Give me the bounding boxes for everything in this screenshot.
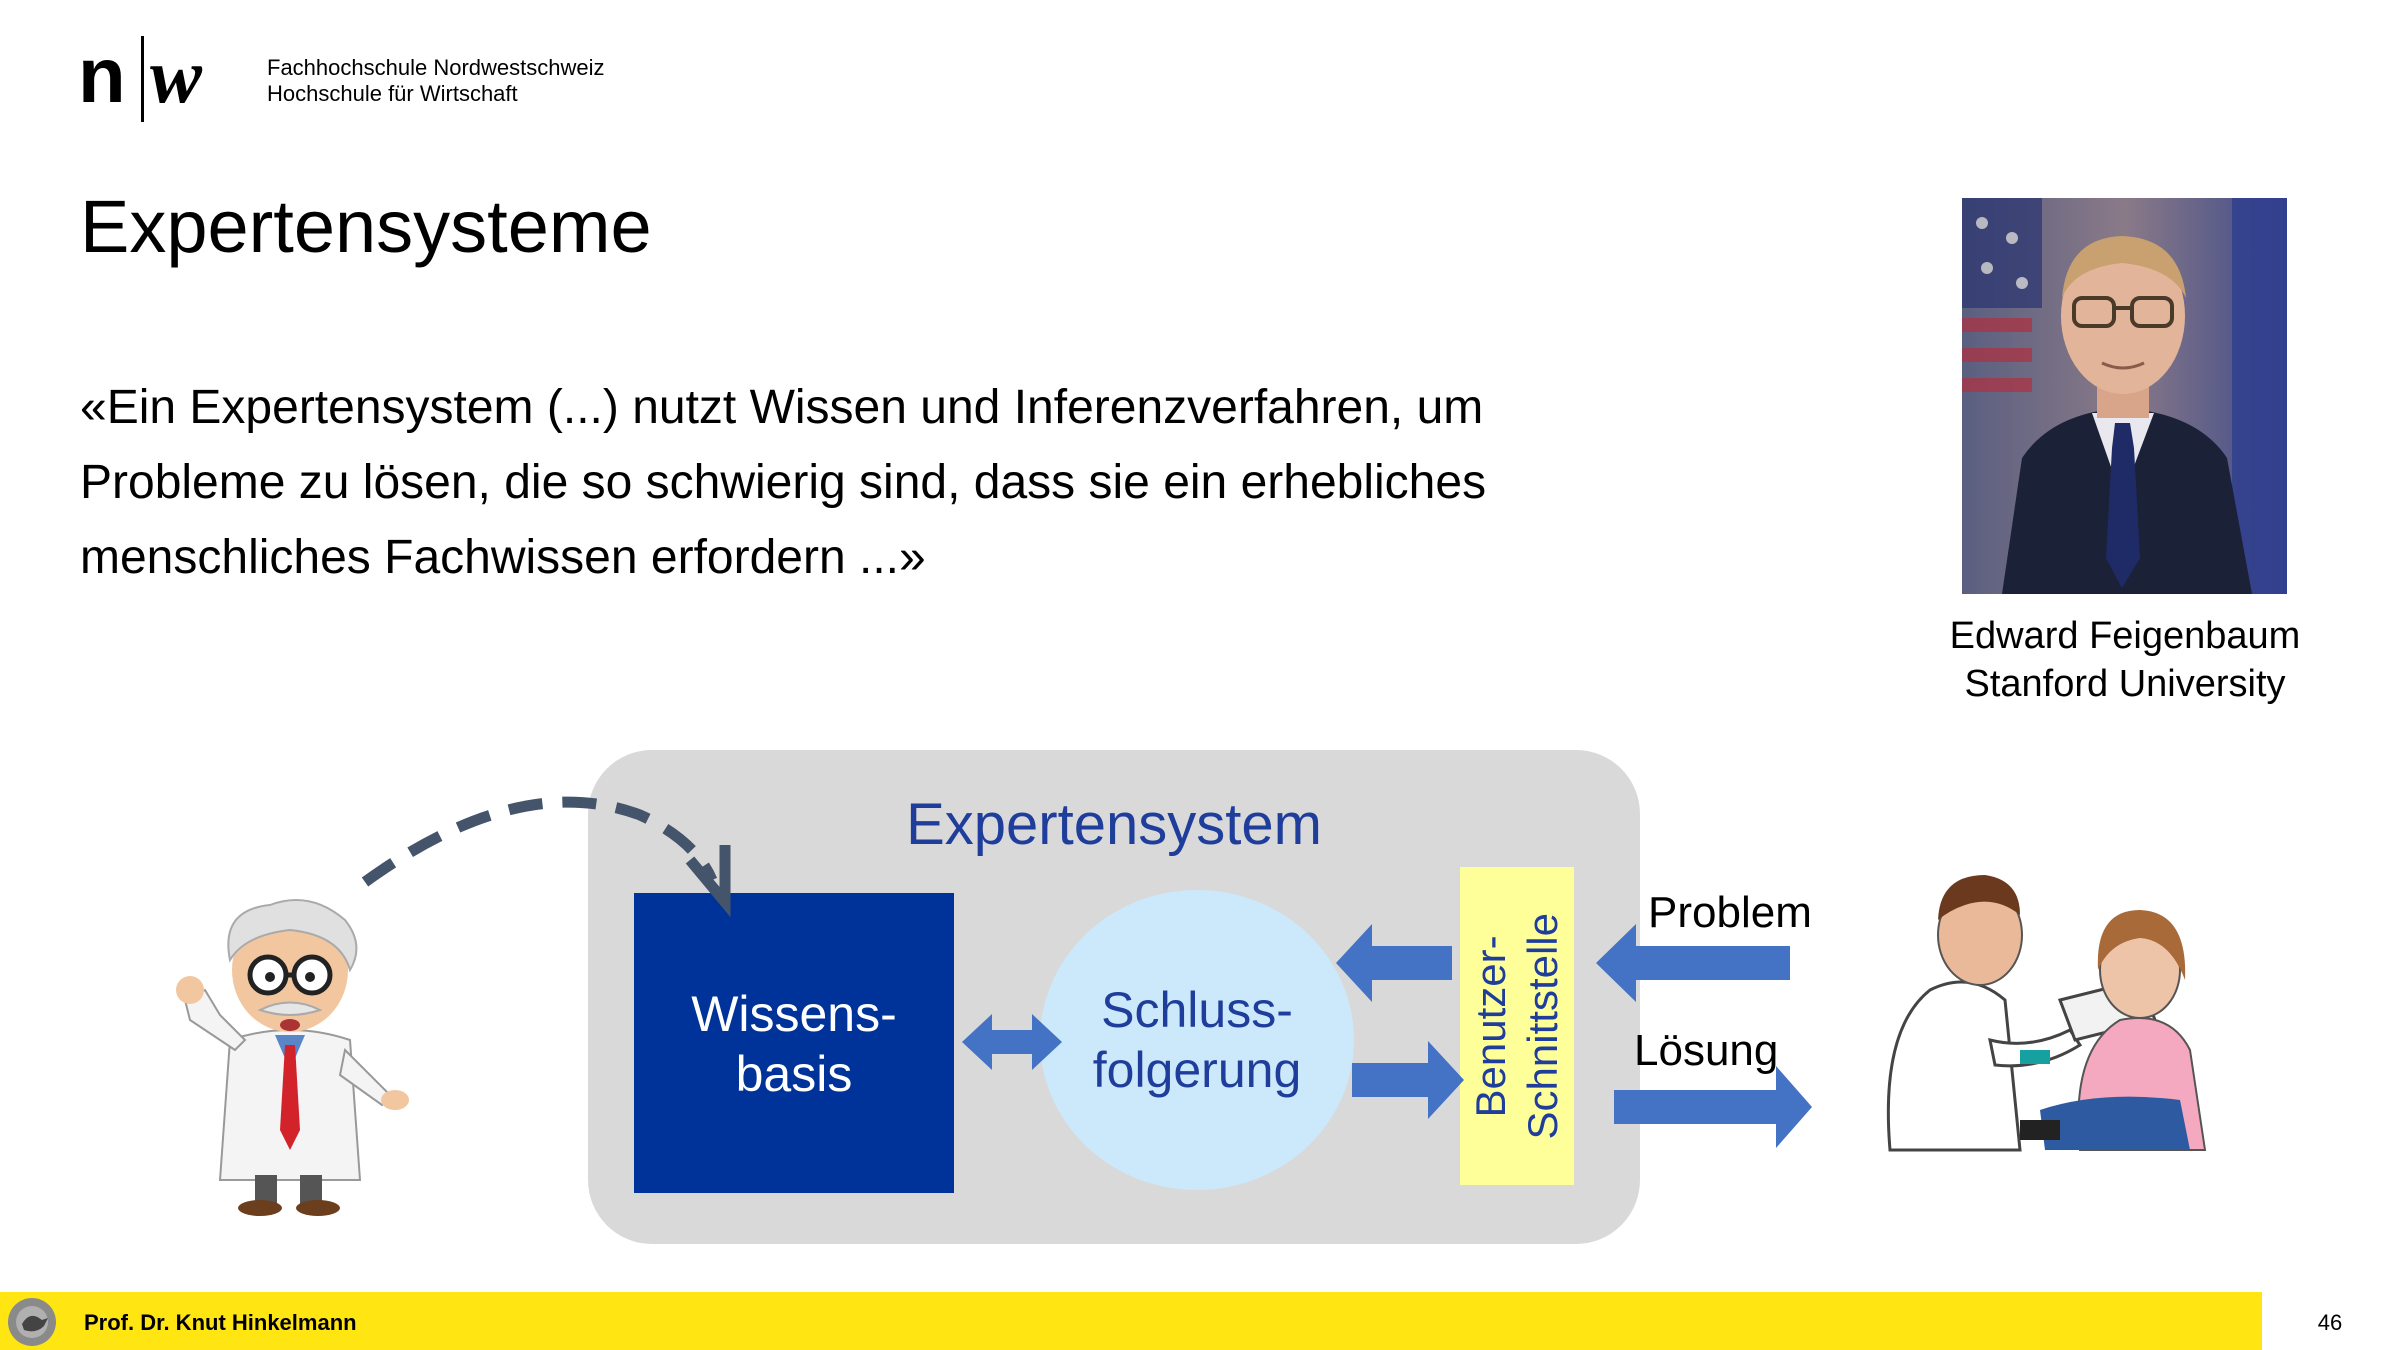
page-number: 46 xyxy=(2317,1310,2343,1335)
quote-line: menschliches Fachwissen erfordern ...» xyxy=(80,531,926,584)
quote-line: Probleme zu lösen, die so schwierig sind, dass sie ein erhebliches xyxy=(80,456,1487,509)
slide-title: Expertensysteme xyxy=(80,185,652,268)
gear-bird-icon xyxy=(0,1290,70,1350)
kb-inference-double-arrow xyxy=(962,1014,1062,1070)
solution-arrow xyxy=(1614,1066,1812,1148)
footer-author: Prof. Dr. Knut Hinkelmann xyxy=(84,1310,357,1335)
user-interface-label: Benutzer- Schnittstelle xyxy=(1467,912,1566,1140)
logo-letter-n: n xyxy=(78,32,126,119)
knowledge-base-label: Wissens- basis xyxy=(691,986,897,1102)
expert-system-title: Expertensystem xyxy=(906,792,1322,857)
school-name: Hochschule für Wirtschaft xyxy=(267,81,518,106)
professor-illustration xyxy=(160,890,420,1220)
knowledge-transfer-arrowhead xyxy=(690,845,725,902)
portrait-caption-name: Edward Feigenbaum xyxy=(1949,615,2301,657)
inference-to-ui-arrow xyxy=(1352,1041,1464,1119)
problem-arrow xyxy=(1596,924,1790,1002)
solution-label: Lösung xyxy=(1634,1026,1779,1075)
portrait-caption-affiliation: Stanford University xyxy=(1964,663,2286,705)
institution-name: Fachhochschule Nordwestschweiz xyxy=(267,55,605,80)
ui-to-inference-arrow xyxy=(1336,924,1452,1002)
problem-label: Problem xyxy=(1648,888,1812,937)
doctor-patient-illustration xyxy=(1870,850,2230,1170)
knowledge-transfer-arrow xyxy=(365,802,712,882)
quote-line: «Ein Expertensystem (...) nutzt Wissen und Inferenzverfahren, um xyxy=(80,381,1484,434)
inference-label: Schluss- folgerung xyxy=(1092,982,1302,1098)
logo-letter-w: w xyxy=(150,32,203,119)
